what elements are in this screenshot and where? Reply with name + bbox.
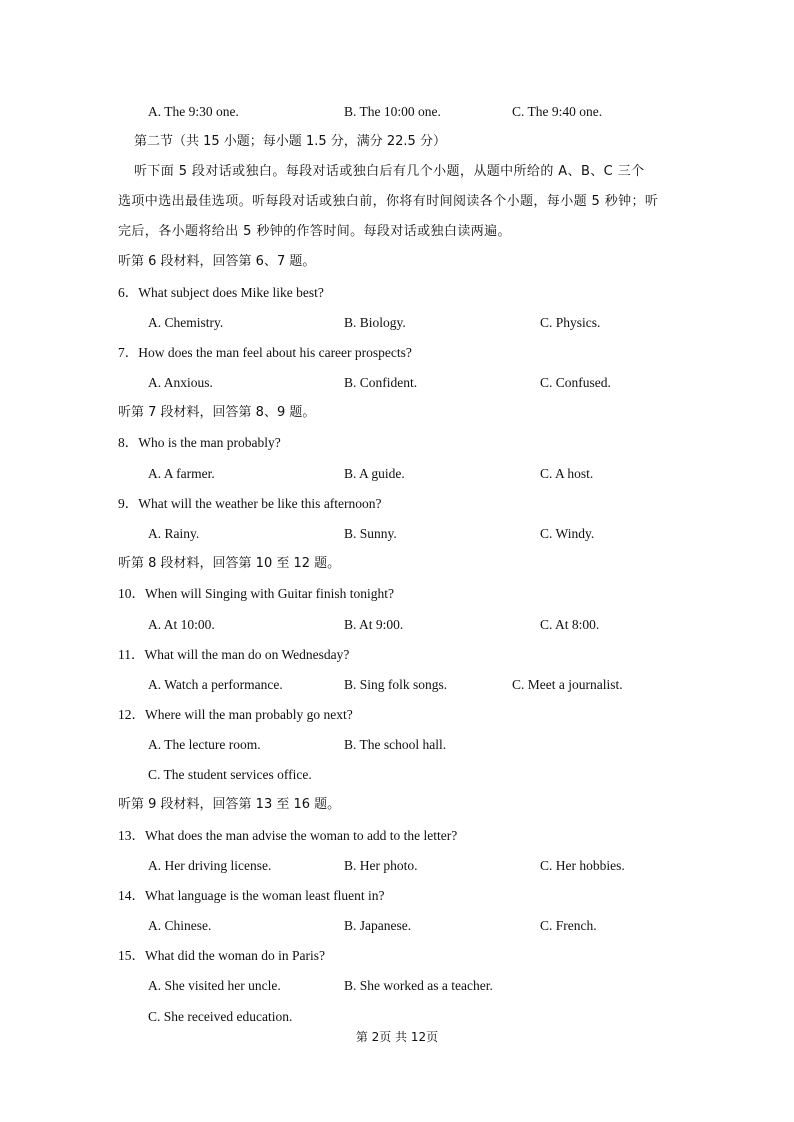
- q10-option-b: B. At 9:00.: [344, 617, 404, 632]
- group-heading-7: 听第 7 段材料，回答第 8、9 题。: [118, 405, 316, 420]
- q8-option-a: A. A farmer.: [148, 466, 215, 481]
- q11-option-b: B. Sing folk songs.: [344, 677, 448, 692]
- q7-option-a: A. Anxious.: [148, 375, 213, 390]
- section-header: 第二节（共 15 小题；每小题 1.5 分，满分 22.5 分）: [134, 134, 446, 149]
- q6-option-a: A. Chemistry.: [148, 315, 224, 330]
- q8-option-c: C. A host.: [540, 466, 594, 481]
- q10-option-c: C. At 8:00.: [540, 617, 600, 632]
- q14-option-c: C. French.: [540, 918, 597, 933]
- instructions-line-2: 选项中选出最佳选项。听每段对话或独白前，你将有时间阅读各个小题，每小题 5 秒钟；听: [118, 194, 659, 209]
- q7-option-c: C. Confused.: [540, 375, 611, 390]
- question-15: 15．What did the woman do in Paris?: [118, 948, 325, 963]
- question-6: 6．What subject does Mike like best?: [118, 285, 324, 300]
- q8-option-b: B. A guide.: [344, 466, 405, 481]
- q15-option-c: C. She received education.: [148, 1009, 293, 1024]
- q11-option-a: A. Watch a performance.: [148, 677, 283, 692]
- question-11: 11．What will the man do on Wednesday?: [118, 647, 350, 662]
- q13-option-a: A. Her driving license.: [148, 858, 272, 873]
- question-10: 10．When will Singing with Guitar finish tonight?: [118, 586, 394, 601]
- q11-option-c: C. Meet a journalist.: [512, 677, 623, 692]
- group-heading-9: 听第 9 段材料，回答第 13 至 16 题。: [118, 797, 341, 812]
- q13-option-c: C. Her hobbies.: [540, 858, 625, 873]
- group-heading-8: 听第 8 段材料，回答第 10 至 12 题。: [118, 556, 341, 571]
- q14-option-b: B. Japanese.: [344, 918, 412, 933]
- group-heading-6: 听第 6 段材料，回答第 6、7 题。: [118, 254, 316, 269]
- q15-option-b: B. She worked as a teacher.: [344, 978, 493, 993]
- q10-option-a: A. At 10:00.: [148, 617, 215, 632]
- q5-option-a: A. The 9:30 one.: [148, 104, 239, 119]
- q6-option-c: C. Physics.: [540, 315, 601, 330]
- q15-option-a: A. She visited her uncle.: [148, 978, 281, 993]
- instructions-line-3: 完后，各小题将给出 5 秒钟的作答时间。每段对话或独白读两遍。: [118, 224, 511, 239]
- q9-option-c: C. Windy.: [540, 526, 595, 541]
- question-9: 9．What will the weather be like this afternoon?: [118, 496, 382, 511]
- q12-option-c: C. The student services office.: [148, 767, 312, 782]
- q5-option-b: B. The 10:00 one.: [344, 104, 441, 119]
- question-14: 14．What language is the woman least fluent in?: [118, 888, 385, 903]
- q5-option-c: C. The 9:40 one.: [512, 104, 603, 119]
- q13-option-b: B. Her photo.: [344, 858, 418, 873]
- q12-option-a: A. The lecture room.: [148, 737, 261, 752]
- instructions-line-1: 听下面 5 段对话或独白。每段对话或独白后有几个小题，从题中所给的 A、B、C 三个: [134, 164, 645, 179]
- q14-option-a: A. Chinese.: [148, 918, 212, 933]
- page-number-footer: 第 2页 共 12页: [355, 1030, 439, 1044]
- question-7: 7．How does the man feel about his career prospects?: [118, 345, 412, 360]
- q7-option-b: B. Confident.: [344, 375, 418, 390]
- q9-option-a: A. Rainy.: [148, 526, 200, 541]
- q6-option-b: B. Biology.: [344, 315, 406, 330]
- q12-option-b: B. The school hall.: [344, 737, 447, 752]
- question-13: 13．What does the man advise the woman to add to the letter?: [118, 828, 458, 843]
- q9-option-b: B. Sunny.: [344, 526, 397, 541]
- question-12: 12．Where will the man probably go next?: [118, 707, 353, 722]
- question-8: 8．Who is the man probably?: [118, 435, 281, 450]
